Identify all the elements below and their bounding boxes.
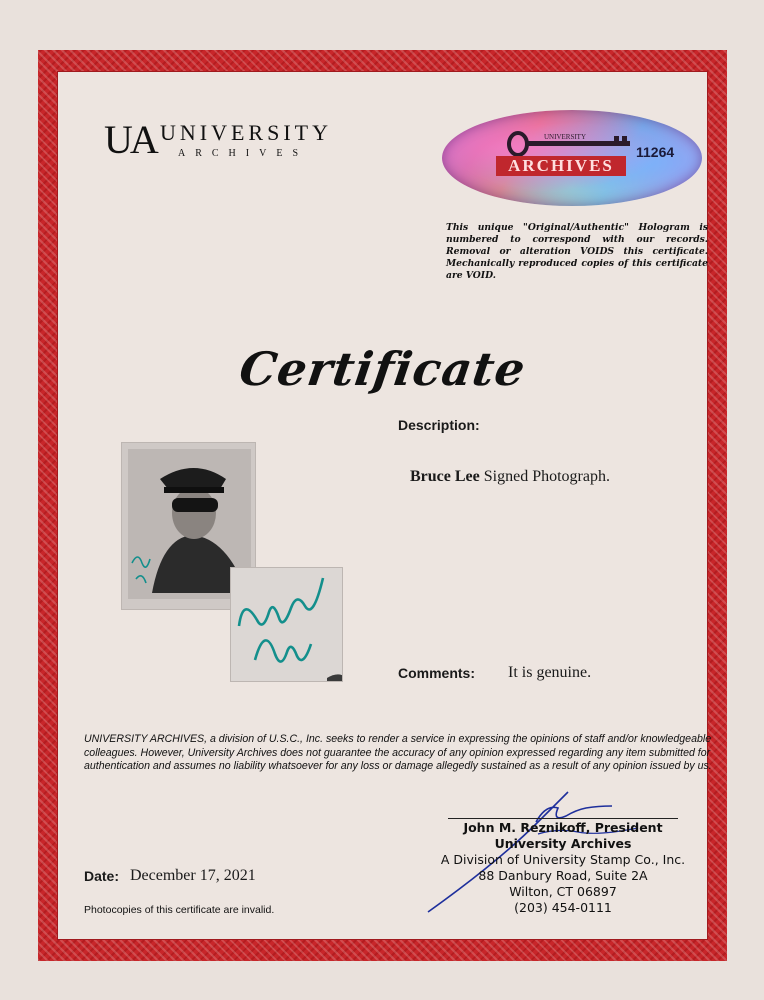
- description-item: Signed Photograph.: [479, 468, 610, 485]
- hologram-number: 11264: [636, 144, 675, 160]
- autograph-closeup-image: [231, 568, 343, 682]
- hologram-note: This unique "Original/Authentic" Hologram is numbered to correspond with our records. Removal or alteration VOIDS this certificate. Mechanically reproduced copies of this certificate are VOID.: [446, 222, 708, 281]
- certificate-border: [38, 50, 727, 961]
- logo-mark: UA: [104, 117, 156, 162]
- disclaimer-text: UNIVERSITY ARCHIVES, a division of U.S.C., Inc. seeks to render a service in expressing the opinions of staff and/or knowledgeable colleagues. However, University Archives does not guarantee the accuracy of any opinion expressed regarding any item submitted for authentication and assumes no liability whatsoever for any loss or damage allegedly sustained as a result of any opinion issued by us.: [84, 733, 712, 772]
- description-label: Description:: [398, 417, 480, 433]
- hologram-brand: ARCHIVES: [496, 156, 626, 176]
- comments-value: It is genuine.: [508, 664, 592, 681]
- certificate-title-text: Certificate: [235, 342, 530, 396]
- hologram-ribbon: UNIVERSITY: [544, 133, 586, 141]
- signatory-division: A Division of University Stamp Co., Inc.: [440, 852, 686, 867]
- signatory-address-1: 88 Danbury Road, Suite 2A: [478, 868, 648, 883]
- description-subject: Bruce Lee: [410, 468, 480, 485]
- comments-label: Comments:: [398, 665, 476, 681]
- signatory-address-2: Wilton, CT 06897: [509, 884, 617, 899]
- certificate-body: [58, 72, 712, 939]
- certificate-title: [58, 342, 707, 396]
- signature-detail-photo: [230, 567, 343, 682]
- logo-subtitle: ARCHIVES: [178, 148, 309, 159]
- key-icon: [506, 130, 636, 158]
- signatory-name: John M. Reznikoff, President: [463, 820, 663, 835]
- date-label: Date:: [84, 868, 120, 884]
- signatory-phone: (203) 454-0111: [514, 900, 612, 915]
- authenticity-hologram: [442, 110, 702, 206]
- signatory-org: University Archives: [494, 836, 632, 851]
- signatory-block: [438, 820, 688, 916]
- logo-title: UNIVERSITY: [160, 120, 332, 145]
- photocopy-note: Photocopies of this certificate are invalid.: [84, 904, 275, 916]
- date-value: December 17, 2021: [130, 867, 256, 884]
- description-value: [410, 468, 610, 486]
- signature-line: [448, 818, 678, 819]
